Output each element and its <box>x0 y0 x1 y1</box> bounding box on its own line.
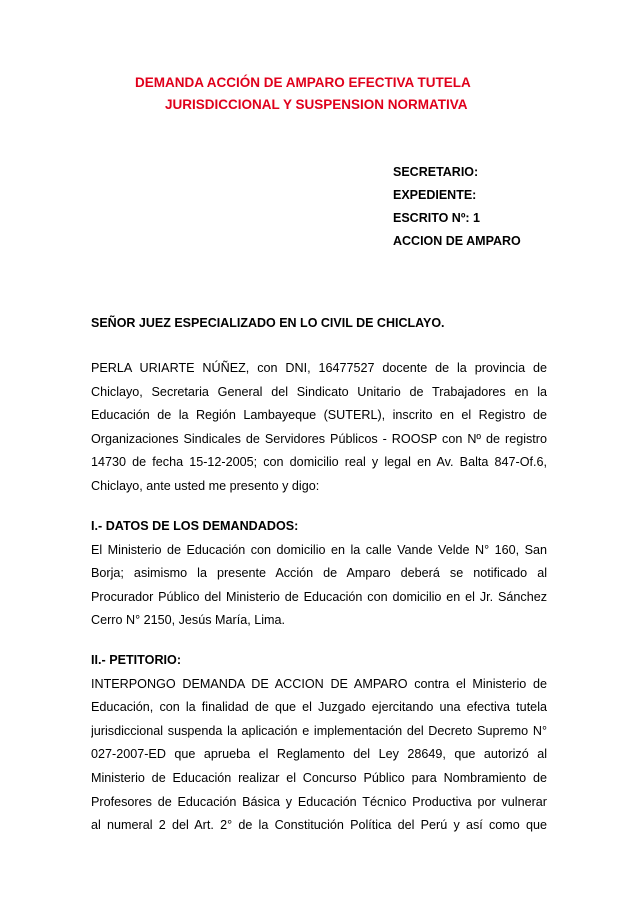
section-heading: II.- PETITORIO: <box>91 653 182 667</box>
meta-expediente: EXPEDIENTE: <box>393 188 477 202</box>
section-line: Profesores de Educación Básica y Educación Técnico Productiva por vulnerar <box>91 794 547 809</box>
section-line: jurisdiccional suspenda la aplicación e implementación del Decreto Supremo N° <box>91 723 547 738</box>
section-line: Ministerio de Educación realizar el Concurso Público para Nombramiento de <box>91 770 547 785</box>
section-line: Borja; asimismo la presente Acción de Amparo deberá se notificado al <box>91 566 547 581</box>
intro-paragraph <box>91 357 547 499</box>
section-line: Cerro N° 2150, Jesús María, Lima. <box>91 613 286 628</box>
intro-line: 14730 de fecha 15-12-2005; con domicilio real y legal en Av. Balta 847-Of.6, <box>91 455 547 470</box>
intro-line: Chiclayo, Secretaria General del Sindicato Unitario de Trabajadores en la <box>91 384 547 399</box>
intro-line: Chiclayo, ante usted me presento y digo: <box>91 478 320 493</box>
intro-line: PERLA URIARTE NÚÑEZ, con DNI, 16477527 docente de la provincia de <box>91 361 547 375</box>
section-line: INTERPONGO DEMANDA DE ACCION DE AMPARO contra el Ministerio de <box>91 676 547 691</box>
section-line: 027-2007-ED que aprueba el Reglamento del Ley 28649, que autorizó al <box>91 747 547 762</box>
document-title-line-1: DEMANDA ACCIÓN DE AMPARO EFECTIVA TUTELA <box>135 75 471 90</box>
section-line: Procurador Público del Ministerio de Educación con domicilio en el Jr. Sánchez <box>91 589 547 604</box>
intro-line: Educación de la Región Lambayeque (SUTERL), inscrito en el Registro de <box>91 408 547 423</box>
section-heading: I.- DATOS DE LOS DEMANDADOS: <box>91 519 299 533</box>
section-line: Educación, con la finalidad de que el Juzgado ejercitando una efectiva tutela <box>91 700 547 715</box>
addressee: SEÑOR JUEZ ESPECIALIZADO EN LO CIVIL DE CHICLAYO. <box>91 316 445 330</box>
intro-line: Organizaciones Sindicales de Servidores Públicos - ROOSP con Nº de registro <box>91 431 547 446</box>
meta-escrito: ESCRITO Nº: 1 <box>393 211 480 225</box>
meta-secretario: SECRETARIO: <box>393 165 479 179</box>
section-line: al numeral 2 del Art. 2° de la Constitución Política del Perú y así como que <box>91 818 547 833</box>
section-line: El Ministerio de Educación con domicilio en la calle Vande Velde N° 160, San <box>91 542 547 557</box>
meta-accion: ACCION DE AMPARO <box>393 234 521 248</box>
document-title-line-2: JURISDICCIONAL Y SUSPENSION NORMATIVA <box>165 97 468 112</box>
section-demandados <box>91 515 547 633</box>
section-petitorio <box>91 649 547 838</box>
